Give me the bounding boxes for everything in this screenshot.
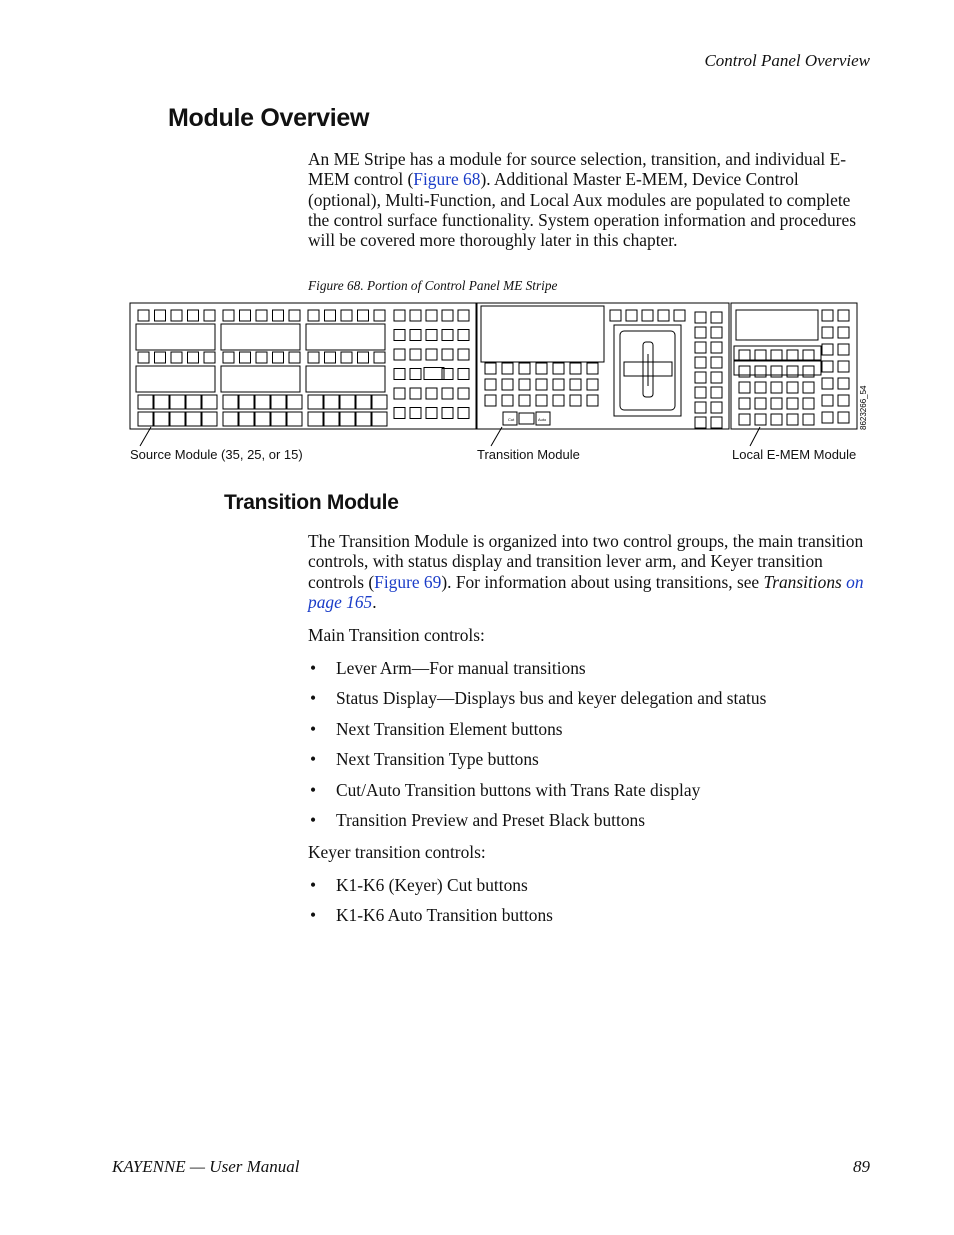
emem-button[interactable] [755,414,766,425]
running-header: Control Panel Overview [704,51,870,70]
drawing-id: 8623266_54 [859,385,868,430]
emem-side-button[interactable] [838,361,849,372]
source-button[interactable] [410,349,421,360]
keyer-auto-button[interactable] [711,312,722,323]
emem-side-button[interactable] [822,395,833,406]
emem-side-button[interactable] [838,395,849,406]
emem-button[interactable] [803,414,814,425]
emem-side-button[interactable] [822,412,833,423]
auto-label: Auto [538,417,547,422]
source-button[interactable] [372,395,387,409]
module-overview-paragraph [308,149,874,250]
source-button[interactable] [308,412,323,426]
emem-button[interactable] [771,414,782,425]
source-button[interactable] [239,395,254,409]
source-button[interactable] [202,395,217,409]
source-button[interactable] [341,310,352,321]
source-button[interactable] [308,352,319,363]
source-button[interactable] [289,352,300,363]
emem-callout-leader [750,427,760,446]
transition-button[interactable] [519,363,530,374]
transition-buttons [485,310,685,406]
source-button[interactable] [273,310,284,321]
emem-button[interactable] [771,398,782,409]
source-button[interactable] [255,412,270,426]
source-button[interactable] [394,369,405,380]
source-callout-leader [140,427,151,446]
keyer-cut-button[interactable] [695,342,706,353]
source-display [221,366,300,392]
figure-69-link[interactable]: Figure 69 [374,571,442,592]
source-button[interactable] [394,388,405,399]
source-button[interactable] [426,330,437,341]
list-item: • Next Transition Element buttons [308,719,766,749]
transition-button[interactable] [570,395,581,406]
list-item: • Status Display—Displays bus and keyer delegation and status [308,688,766,718]
source-button[interactable] [155,310,166,321]
source-button[interactable] [138,352,149,363]
source-button[interactable] [410,408,421,419]
source-button[interactable] [442,388,453,399]
emem-display-strip [734,346,821,360]
emem-button[interactable] [739,414,750,425]
source-button[interactable] [308,310,319,321]
source-button[interactable] [188,352,199,363]
emem-side-button[interactable] [822,378,833,389]
source-button-rows [138,310,387,426]
text-run: ). Additional Master E-MEM, Device Control (optional), Multi-Function, and Local Aux modules are populated to complete the control surface functionality. System operation information and procedures will be covered more thoroughly later in this chapter. [308,169,856,251]
source-button[interactable] [223,412,238,426]
me-stripe-figure [0,296,954,471]
source-button[interactable] [458,349,469,360]
source-button[interactable] [324,395,339,409]
transitions-reference: Transitions [763,571,842,592]
transition-button[interactable] [570,363,581,374]
emem-button[interactable] [787,414,798,425]
transition-button[interactable] [485,395,496,406]
list-item: • Next Transition Type buttons [308,749,766,779]
list-item: • K1-K6 (Keyer) Cut buttons [308,875,553,905]
source-button[interactable] [458,408,469,419]
transition-button[interactable] [553,363,564,374]
source-button[interactable] [374,310,385,321]
source-button[interactable] [410,330,421,341]
source-display [136,366,215,392]
list-item: • K1-K6 Auto Transition buttons [308,905,553,935]
keyer-auto-button[interactable] [711,327,722,338]
source-button[interactable] [170,412,185,426]
emem-side-button[interactable] [838,412,849,423]
footer-manual-title: KAYENNE — User Manual [112,1157,300,1176]
emem-button[interactable] [755,382,766,393]
source-button[interactable] [240,310,251,321]
emem-side-button[interactable] [838,378,849,389]
transition-button[interactable] [610,310,621,321]
source-button[interactable] [340,412,355,426]
source-button[interactable] [358,352,369,363]
emem-button[interactable] [771,350,782,361]
figure-68-link[interactable]: Figure 68 [413,169,481,190]
source-display [306,324,385,350]
source-button[interactable] [223,352,234,363]
keyer-auto-button[interactable] [711,402,722,413]
emem-side-button[interactable] [822,327,833,338]
keyer-auto-button[interactable] [711,357,722,368]
keyer-cut-button[interactable] [695,402,706,413]
keyer-cut-button[interactable] [695,372,706,383]
keyer-auto-button[interactable] [711,372,722,383]
source-button[interactable] [287,412,302,426]
source-button[interactable] [442,310,453,321]
source-button[interactable] [458,330,469,341]
source-button[interactable] [154,395,169,409]
transition-button[interactable] [485,379,496,390]
source-button[interactable] [410,369,421,380]
keyer-buttons [695,312,722,428]
transition-button[interactable] [587,379,598,390]
transition-button[interactable] [536,395,547,406]
source-button[interactable] [273,352,284,363]
cut-label: Cut [508,417,515,422]
source-button[interactable] [240,352,251,363]
emem-display-strip [734,361,821,375]
source-button[interactable] [271,412,286,426]
source-button[interactable] [458,388,469,399]
emem-button[interactable] [787,350,798,361]
source-button[interactable] [394,349,405,360]
source-small-buttons [394,310,469,419]
source-button[interactable] [458,369,469,380]
emem-side-button[interactable] [822,361,833,372]
source-button[interactable] [255,395,270,409]
emem-button[interactable] [787,398,798,409]
source-button[interactable] [308,395,323,409]
source-button[interactable] [442,330,453,341]
source-button[interactable] [324,412,339,426]
keyer-auto-button[interactable] [711,342,722,353]
section-title-transition-module: Transition Module [224,491,399,514]
source-display [136,324,215,350]
emem-button[interactable] [739,350,750,361]
list-item: • Cut/Auto Transition buttons with Trans Rate display [308,780,766,810]
source-button[interactable] [154,412,169,426]
source-button[interactable] [155,352,166,363]
source-button[interactable] [171,352,182,363]
source-button[interactable] [458,310,469,321]
emem-side-button[interactable] [822,310,833,321]
source-button[interactable] [372,412,387,426]
keyer-cut-button[interactable] [695,387,706,398]
transition-callout-leader [491,427,502,446]
keyer-controls-list [308,875,553,936]
footer-page-number: 89 [853,1157,870,1176]
source-button[interactable] [138,395,153,409]
source-button[interactable] [442,408,453,419]
source-button[interactable] [394,310,405,321]
source-button[interactable] [410,388,421,399]
figure-caption: Figure 68. Portion of Control Panel ME Stripe [308,278,558,293]
source-button[interactable] [426,310,437,321]
source-button[interactable] [256,310,267,321]
transition-button[interactable] [626,310,637,321]
emem-button[interactable] [755,398,766,409]
keyer-controls-heading: Keyer transition controls: [308,842,486,862]
transition-button[interactable] [658,310,669,321]
emem-side-button[interactable] [838,344,849,355]
page-165-link[interactable]: on page 165 [308,571,864,612]
source-button[interactable] [356,412,371,426]
emem-button[interactable] [787,382,798,393]
emem-button[interactable] [803,382,814,393]
emem-side-button[interactable] [838,327,849,338]
source-button[interactable] [325,310,336,321]
transition-module-outline [477,303,729,429]
status-display [481,306,604,362]
transition-button[interactable] [642,310,653,321]
emem-button[interactable] [803,350,814,361]
emem-button[interactable] [739,398,750,409]
transition-module-paragraph [308,531,874,612]
callout-source-module: Source Module (35, 25, or 15) [130,447,303,462]
transition-button[interactable] [553,379,564,390]
transition-button[interactable] [587,395,598,406]
list-item: • Lever Arm—For manual transitions [308,658,766,688]
source-button[interactable] [256,352,267,363]
source-button[interactable] [138,412,153,426]
source-button[interactable] [223,395,238,409]
main-controls-heading: Main Transition controls: [308,625,485,645]
emem-button[interactable] [771,382,782,393]
emem-button[interactable] [803,398,814,409]
keyer-cut-button[interactable] [695,357,706,368]
source-display [306,366,385,392]
emem-buttons [734,310,849,425]
keyer-auto-button[interactable] [711,417,722,428]
emem-button[interactable] [739,382,750,393]
source-button[interactable] [426,408,437,419]
transition-button[interactable] [536,379,547,390]
source-button[interactable] [271,395,286,409]
source-button[interactable] [426,388,437,399]
source-button[interactable] [410,310,421,321]
emem-button[interactable] [755,350,766,361]
source-display-small [424,368,444,380]
list-item: • Transition Preview and Preset Black buttons [308,810,766,840]
source-button[interactable] [394,408,405,419]
text-run: . [372,591,377,612]
text-run: ). For information about using transitions, see [441,571,764,592]
transition-button[interactable] [536,363,547,374]
transition-button[interactable] [502,395,513,406]
source-button[interactable] [204,310,215,321]
source-button[interactable] [202,412,217,426]
source-button[interactable] [341,352,352,363]
source-button[interactable] [325,352,336,363]
source-button[interactable] [289,310,300,321]
source-button[interactable] [186,412,201,426]
main-controls-list [308,658,766,840]
callout-local-emem-module: Local E-MEM Module [732,447,857,462]
callout-transition-module: Transition Module [477,447,580,462]
keyer-cut-button[interactable] [695,327,706,338]
source-button[interactable] [188,310,199,321]
source-displays [136,324,385,392]
source-button[interactable] [170,395,185,409]
source-button[interactable] [171,310,182,321]
transition-button[interactable] [485,363,496,374]
emem-display [736,310,818,340]
source-button[interactable] [239,412,254,426]
source-button[interactable] [442,349,453,360]
trans-rate-display [519,413,534,424]
keyer-cut-button[interactable] [695,312,706,323]
transition-button[interactable] [519,379,530,390]
source-button[interactable] [138,310,149,321]
transition-button[interactable] [502,379,513,390]
section-title-module-overview: Module Overview [168,104,370,132]
transition-button[interactable] [674,310,685,321]
source-button[interactable] [426,349,437,360]
transition-button[interactable] [553,395,564,406]
emem-side-button[interactable] [822,344,833,355]
transition-button[interactable] [519,395,530,406]
source-button[interactable] [358,310,369,321]
keyer-cut-button[interactable] [695,417,706,428]
keyer-auto-button[interactable] [711,387,722,398]
transition-button[interactable] [587,363,598,374]
source-button[interactable] [356,395,371,409]
transition-button[interactable] [502,363,513,374]
emem-side-button[interactable] [838,310,849,321]
source-button[interactable] [340,395,355,409]
source-button[interactable] [374,352,385,363]
text-run: The Transition Module is organized into two control groups, the main transition controls, with status display and transition lever arm, and Keyer transition controls ( [308,531,864,592]
text-run: An ME Stripe has a module for source selection, transition, and individual E-MEM control ( [308,149,847,190]
source-button[interactable] [204,352,215,363]
source-display [221,324,300,350]
source-button[interactable] [186,395,201,409]
source-button[interactable] [394,330,405,341]
transition-button[interactable] [570,379,581,390]
source-button[interactable] [223,310,234,321]
source-button[interactable] [287,395,302,409]
